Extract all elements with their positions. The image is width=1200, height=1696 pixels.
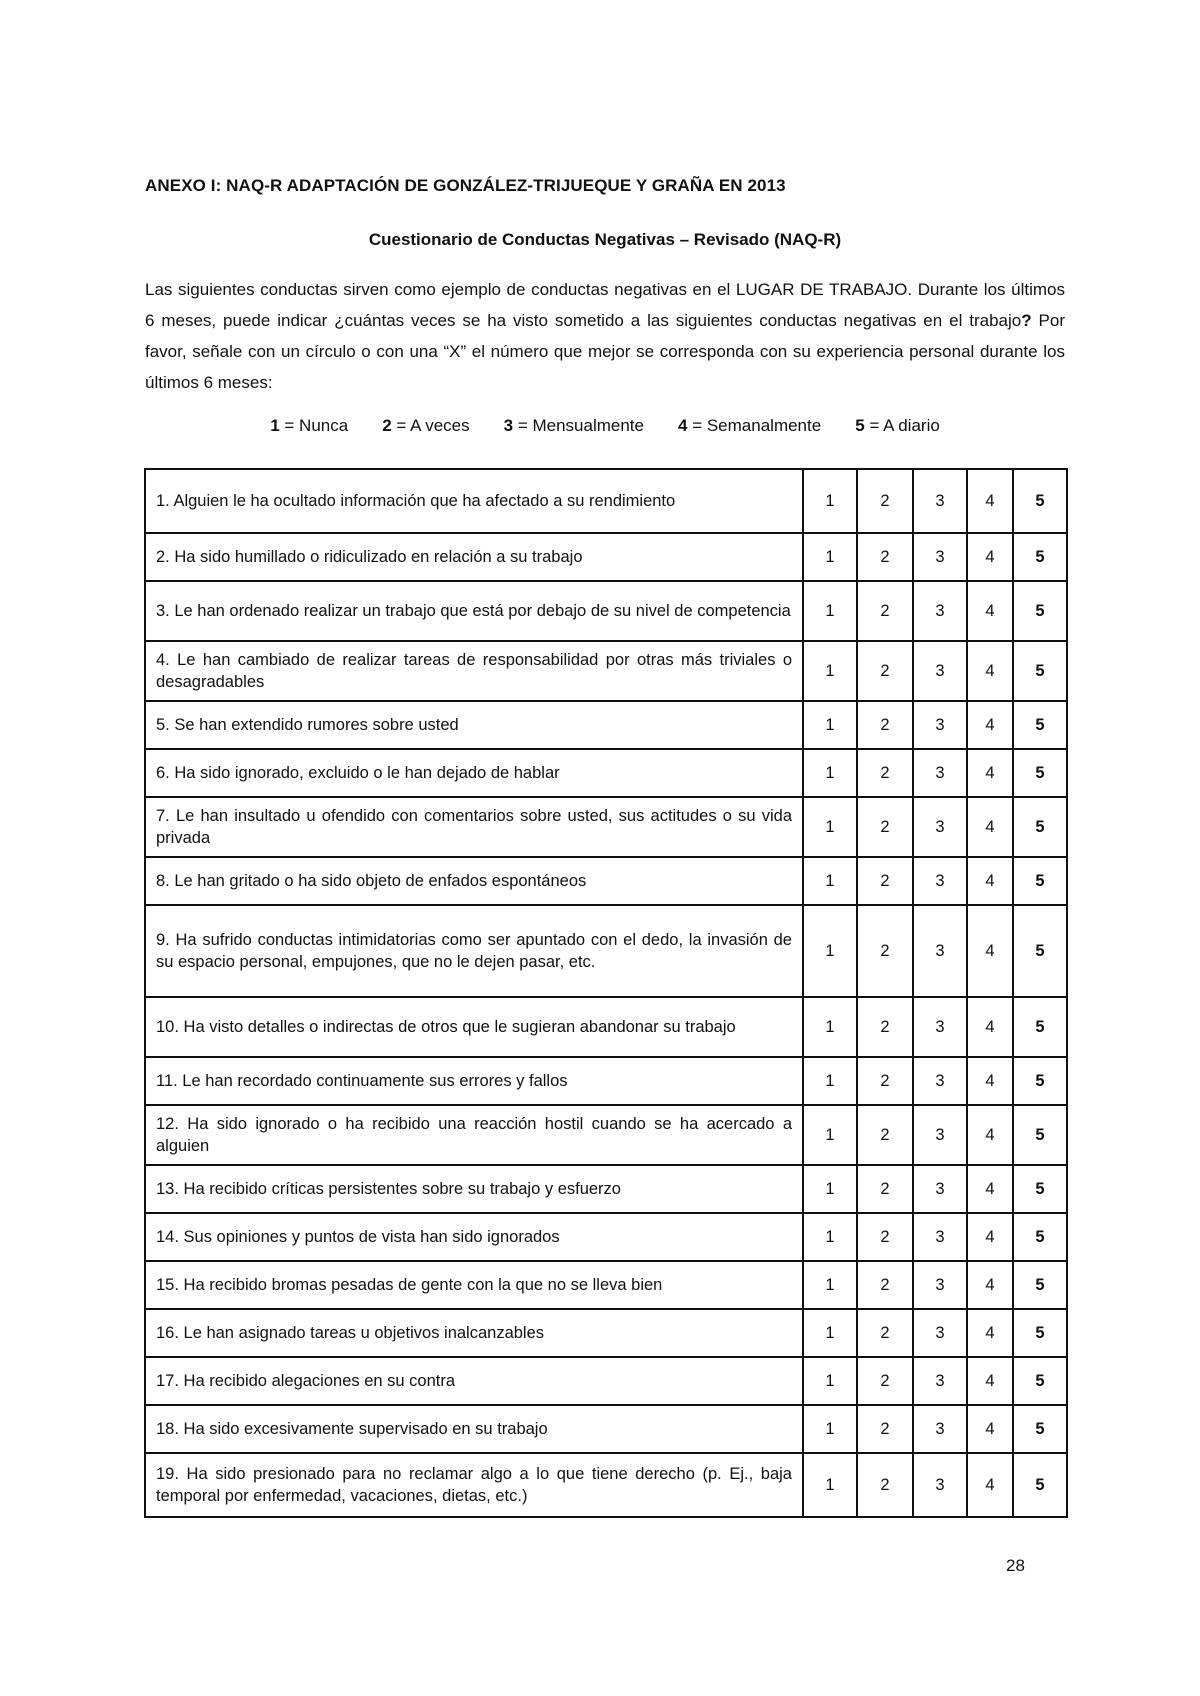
scale-label: = Mensualmente: [513, 416, 644, 435]
response-option-1[interactable]: 1: [803, 1309, 857, 1357]
response-option-3[interactable]: 3: [913, 1213, 967, 1261]
response-option-1[interactable]: 1: [803, 857, 857, 905]
question-text: Sus opiniones y puntos de vista han sido ignorados: [178, 1228, 560, 1246]
question-number: 17.: [156, 1372, 179, 1390]
response-option-4[interactable]: 4: [967, 533, 1013, 581]
response-option-2[interactable]: 2: [857, 1165, 913, 1213]
question-text: Le han gritado o ha sido objeto de enfados espontáneos: [169, 872, 587, 890]
question-row: [145, 1309, 1067, 1357]
response-option-1[interactable]: 1: [803, 997, 857, 1057]
response-option-2[interactable]: 2: [857, 1405, 913, 1453]
question-number: 2.: [156, 548, 170, 566]
response-option-5[interactable]: 5: [1013, 1453, 1067, 1517]
response-option-3[interactable]: 3: [913, 1057, 967, 1105]
page-number: 28: [1006, 1556, 1025, 1575]
question-text: Le han asignado tareas u objetivos inalcanzables: [178, 1324, 545, 1342]
response-option-5[interactable]: 5: [1013, 1165, 1067, 1213]
question-number: 6.: [156, 764, 170, 782]
response-option-2[interactable]: 2: [857, 533, 913, 581]
question-text: Alguien le ha ocultado información que ha afectado a su rendimiento: [169, 492, 676, 510]
scale-item-2: [382, 416, 469, 436]
question-text-cell: [145, 641, 803, 701]
question-row: [145, 797, 1067, 857]
question-number: 14.: [156, 1228, 179, 1246]
question-text: Ha sufrido conductas intimidatorias como ser apuntado con el dedo, la invasión de su espacio personal, empujones, que no le dejen pasar, etc.: [156, 931, 792, 971]
question-text-cell: [145, 749, 803, 797]
question-row: [145, 857, 1067, 905]
response-option-4[interactable]: 4: [967, 1453, 1013, 1517]
questionnaire-body: [145, 469, 1067, 1517]
question-text-cell: [145, 797, 803, 857]
scale-item-1: [270, 416, 348, 436]
question-row: [145, 469, 1067, 533]
question-text-cell: [145, 905, 803, 997]
question-text-cell: [145, 1261, 803, 1309]
response-option-1[interactable]: 1: [803, 1057, 857, 1105]
intro-text-2: Por favor, señale con un círculo o con una “X” el número que mejor se corresponda con su experiencia personal durante los últimos 6 meses:: [145, 311, 1065, 392]
response-option-3[interactable]: 3: [913, 1453, 967, 1517]
question-number: 7.: [156, 807, 170, 825]
intro-question-mark: ?: [1021, 311, 1032, 330]
response-option-4[interactable]: 4: [967, 1105, 1013, 1165]
question-number: 18.: [156, 1420, 179, 1438]
question-text: Se han extendido rumores sobre usted: [169, 716, 459, 734]
question-number: 15.: [156, 1276, 179, 1294]
question-text: Le han cambiado de realizar tareas de responsabilidad por otras más triviales o desagradables: [156, 651, 792, 691]
question-number: 19.: [156, 1465, 179, 1483]
response-option-5[interactable]: 5: [1013, 1057, 1067, 1105]
question-row: [145, 533, 1067, 581]
response-option-4[interactable]: 4: [967, 905, 1013, 997]
response-option-3[interactable]: 3: [913, 1261, 967, 1309]
question-text: Ha sido excesivamente supervisado en su trabajo: [178, 1420, 548, 1438]
question-number: 4.: [156, 651, 170, 669]
response-option-3[interactable]: 3: [913, 641, 967, 701]
response-option-5[interactable]: 5: [1013, 749, 1067, 797]
question-row: [145, 701, 1067, 749]
response-option-2[interactable]: 2: [857, 641, 913, 701]
response-option-3[interactable]: 3: [913, 533, 967, 581]
question-text: Ha sido ignorado o ha recibido una reacción hostil cuando se ha acercado a alguien: [156, 1115, 792, 1155]
response-option-4[interactable]: 4: [967, 1165, 1013, 1213]
question-text-cell: [145, 1405, 803, 1453]
question-text-cell: [145, 1309, 803, 1357]
intro-text-1: Las siguientes conductas sirven como ejemplo de conductas negativas en el LUGAR DE TRABAJO. Durante los últimos 6 meses, puede indicar ¿cuántas veces se ha visto sometido a las siguientes conductas negativas en el trabajo: [145, 280, 1065, 330]
question-text: Ha sido humillado o ridiculizado en relación a su trabajo: [169, 548, 583, 566]
question-number: 16.: [156, 1324, 179, 1342]
question-row: [145, 749, 1067, 797]
intro-paragraph: [145, 274, 1065, 398]
response-option-1[interactable]: 1: [803, 905, 857, 997]
question-row: [145, 1261, 1067, 1309]
response-option-5[interactable]: 5: [1013, 1309, 1067, 1357]
question-row: [145, 581, 1067, 641]
question-text-cell: [145, 701, 803, 749]
question-row: [145, 905, 1067, 997]
response-option-3[interactable]: 3: [913, 857, 967, 905]
question-text: Ha recibido alegaciones en su contra: [178, 1372, 456, 1390]
response-option-4[interactable]: 4: [967, 1405, 1013, 1453]
response-option-1[interactable]: 1: [803, 1357, 857, 1405]
questionnaire-table: [144, 468, 1068, 1518]
scale-label: = A diario: [864, 416, 940, 435]
response-option-5[interactable]: 5: [1013, 1357, 1067, 1405]
response-option-4[interactable]: 4: [967, 641, 1013, 701]
response-option-5[interactable]: 5: [1013, 997, 1067, 1057]
response-option-3[interactable]: 3: [913, 1405, 967, 1453]
scale-number: 2: [382, 416, 392, 435]
response-option-3[interactable]: 3: [913, 1309, 967, 1357]
question-number: 3.: [156, 602, 170, 620]
question-row: [145, 1165, 1067, 1213]
response-option-4[interactable]: 4: [967, 797, 1013, 857]
response-option-1[interactable]: 1: [803, 641, 857, 701]
response-option-2[interactable]: 2: [857, 701, 913, 749]
question-text-cell: [145, 581, 803, 641]
scale-label: = Semanalmente: [687, 416, 822, 435]
response-option-5[interactable]: 5: [1013, 581, 1067, 641]
question-row: [145, 1453, 1067, 1517]
response-option-4[interactable]: 4: [967, 1057, 1013, 1105]
response-option-1[interactable]: 1: [803, 749, 857, 797]
response-option-2[interactable]: 2: [857, 1105, 913, 1165]
question-number: 11.: [156, 1072, 178, 1090]
response-scale: [145, 416, 1065, 436]
response-option-5[interactable]: 5: [1013, 533, 1067, 581]
response-option-2[interactable]: 2: [857, 1453, 913, 1517]
question-number: 12.: [156, 1115, 179, 1133]
question-number: 13.: [156, 1180, 179, 1198]
response-option-2[interactable]: 2: [857, 857, 913, 905]
response-option-5[interactable]: 5: [1013, 1213, 1067, 1261]
question-number: 5.: [156, 716, 170, 734]
response-option-1[interactable]: 1: [803, 581, 857, 641]
response-option-4[interactable]: 4: [967, 997, 1013, 1057]
response-option-1[interactable]: 1: [803, 1453, 857, 1517]
question-number: 8.: [156, 872, 170, 890]
response-option-1[interactable]: 1: [803, 1213, 857, 1261]
response-option-4[interactable]: 4: [967, 1261, 1013, 1309]
response-option-4[interactable]: 4: [967, 1213, 1013, 1261]
question-text: Le han recordado continuamente sus errores y fallos: [177, 1072, 568, 1090]
response-option-4[interactable]: 4: [967, 857, 1013, 905]
question-number: 1.: [156, 492, 170, 510]
scale-item-4: [678, 416, 821, 436]
response-option-1[interactable]: 1: [803, 797, 857, 857]
response-option-5[interactable]: 5: [1013, 701, 1067, 749]
scale-number: 1: [270, 416, 280, 435]
question-text-cell: [145, 1357, 803, 1405]
response-option-2[interactable]: 2: [857, 997, 913, 1057]
response-option-3[interactable]: 3: [913, 797, 967, 857]
scale-number: 3: [503, 416, 514, 435]
question-text-cell: [145, 469, 803, 533]
response-option-5[interactable]: 5: [1013, 1261, 1067, 1309]
response-option-4[interactable]: 4: [967, 469, 1013, 533]
question-number: 10.: [156, 1018, 179, 1036]
scale-item-5: [855, 416, 940, 436]
question-row: [145, 1357, 1067, 1405]
scale-number: 5: [855, 416, 865, 435]
response-option-5[interactable]: 5: [1013, 857, 1067, 905]
response-option-2[interactable]: 2: [857, 797, 913, 857]
response-option-4[interactable]: 4: [967, 701, 1013, 749]
response-option-1[interactable]: 1: [803, 1105, 857, 1165]
question-row: [145, 1057, 1067, 1105]
question-text-cell: [145, 1213, 803, 1261]
response-option-3[interactable]: 3: [913, 581, 967, 641]
response-option-3[interactable]: 3: [913, 749, 967, 797]
response-option-1[interactable]: 1: [803, 1405, 857, 1453]
scale-label: = Nunca: [279, 416, 349, 435]
scale-item-3: [504, 416, 644, 436]
question-text: Ha recibido bromas pesadas de gente con la que no se lleva bien: [178, 1276, 663, 1294]
response-option-1[interactable]: 1: [803, 1165, 857, 1213]
response-option-1[interactable]: 1: [803, 469, 857, 533]
response-option-3[interactable]: 3: [913, 1165, 967, 1213]
response-option-3[interactable]: 3: [913, 469, 967, 533]
question-row: [145, 997, 1067, 1057]
question-text-cell: [145, 1105, 803, 1165]
response-option-3[interactable]: 3: [913, 905, 967, 997]
response-option-4[interactable]: 4: [967, 1357, 1013, 1405]
response-option-2[interactable]: 2: [857, 469, 913, 533]
response-option-3[interactable]: 3: [913, 1357, 967, 1405]
response-option-3[interactable]: 3: [913, 1105, 967, 1165]
scale-number: 4: [678, 416, 688, 435]
response-option-4[interactable]: 4: [967, 1309, 1013, 1357]
question-text: Ha visto detalles o indirectas de otros que le sugieran abandonar su trabajo: [178, 1018, 736, 1036]
question-row: [145, 1405, 1067, 1453]
response-option-1[interactable]: 1: [803, 701, 857, 749]
question-text-cell: [145, 997, 803, 1057]
question-row: [145, 1105, 1067, 1165]
response-option-2[interactable]: 2: [857, 1213, 913, 1261]
response-option-3[interactable]: 3: [913, 701, 967, 749]
response-option-5[interactable]: 5: [1013, 1105, 1067, 1165]
response-option-5[interactable]: 5: [1013, 641, 1067, 701]
question-text: Ha recibido críticas persistentes sobre su trabajo y esfuerzo: [178, 1180, 621, 1198]
response-option-5[interactable]: 5: [1013, 469, 1067, 533]
question-text-cell: [145, 533, 803, 581]
question-text: Ha sido ignorado, excluido o le han dejado de hablar: [169, 764, 560, 782]
question-text: Le han insultado u ofendido con comentarios sobre usted, sus actitudes o su vida privada: [156, 807, 792, 847]
annex-title: ANEXO I: NAQ-R ADAPTACIÓN DE GONZÁLEZ-TRIJUEQUE Y GRAÑA EN 2013: [145, 176, 786, 195]
response-option-5[interactable]: 5: [1013, 905, 1067, 997]
response-option-5[interactable]: 5: [1013, 1405, 1067, 1453]
response-option-5[interactable]: 5: [1013, 797, 1067, 857]
question-text-cell: [145, 1165, 803, 1213]
question-text-cell: [145, 1453, 803, 1517]
response-option-4[interactable]: 4: [967, 749, 1013, 797]
question-text: Ha sido presionado para no reclamar algo a lo que tiene derecho (p. Ej., baja temporal por enfermedad, vacaciones, dietas, etc.): [156, 1465, 792, 1505]
question-row: [145, 1213, 1067, 1261]
response-option-2[interactable]: 2: [857, 1057, 913, 1105]
question-text-cell: [145, 857, 803, 905]
response-option-3[interactable]: 3: [913, 997, 967, 1057]
response-option-2[interactable]: 2: [857, 1357, 913, 1405]
question-text: Le han ordenado realizar un trabajo que está por debajo de su nivel de competencia: [169, 602, 791, 620]
question-number: 9.: [156, 931, 170, 949]
response-option-1[interactable]: 1: [803, 533, 857, 581]
response-option-2[interactable]: 2: [857, 1309, 913, 1357]
response-option-2[interactable]: 2: [857, 905, 913, 997]
scale-label: = A veces: [391, 416, 470, 435]
question-row: [145, 641, 1067, 701]
response-option-2[interactable]: 2: [857, 749, 913, 797]
response-option-1[interactable]: 1: [803, 1261, 857, 1309]
response-option-2[interactable]: 2: [857, 581, 913, 641]
response-option-4[interactable]: 4: [967, 581, 1013, 641]
questionnaire-subtitle: Cuestionario de Conductas Negativas – Revisado (NAQ-R): [368, 230, 842, 249]
response-option-2[interactable]: 2: [857, 1261, 913, 1309]
question-text-cell: [145, 1057, 803, 1105]
